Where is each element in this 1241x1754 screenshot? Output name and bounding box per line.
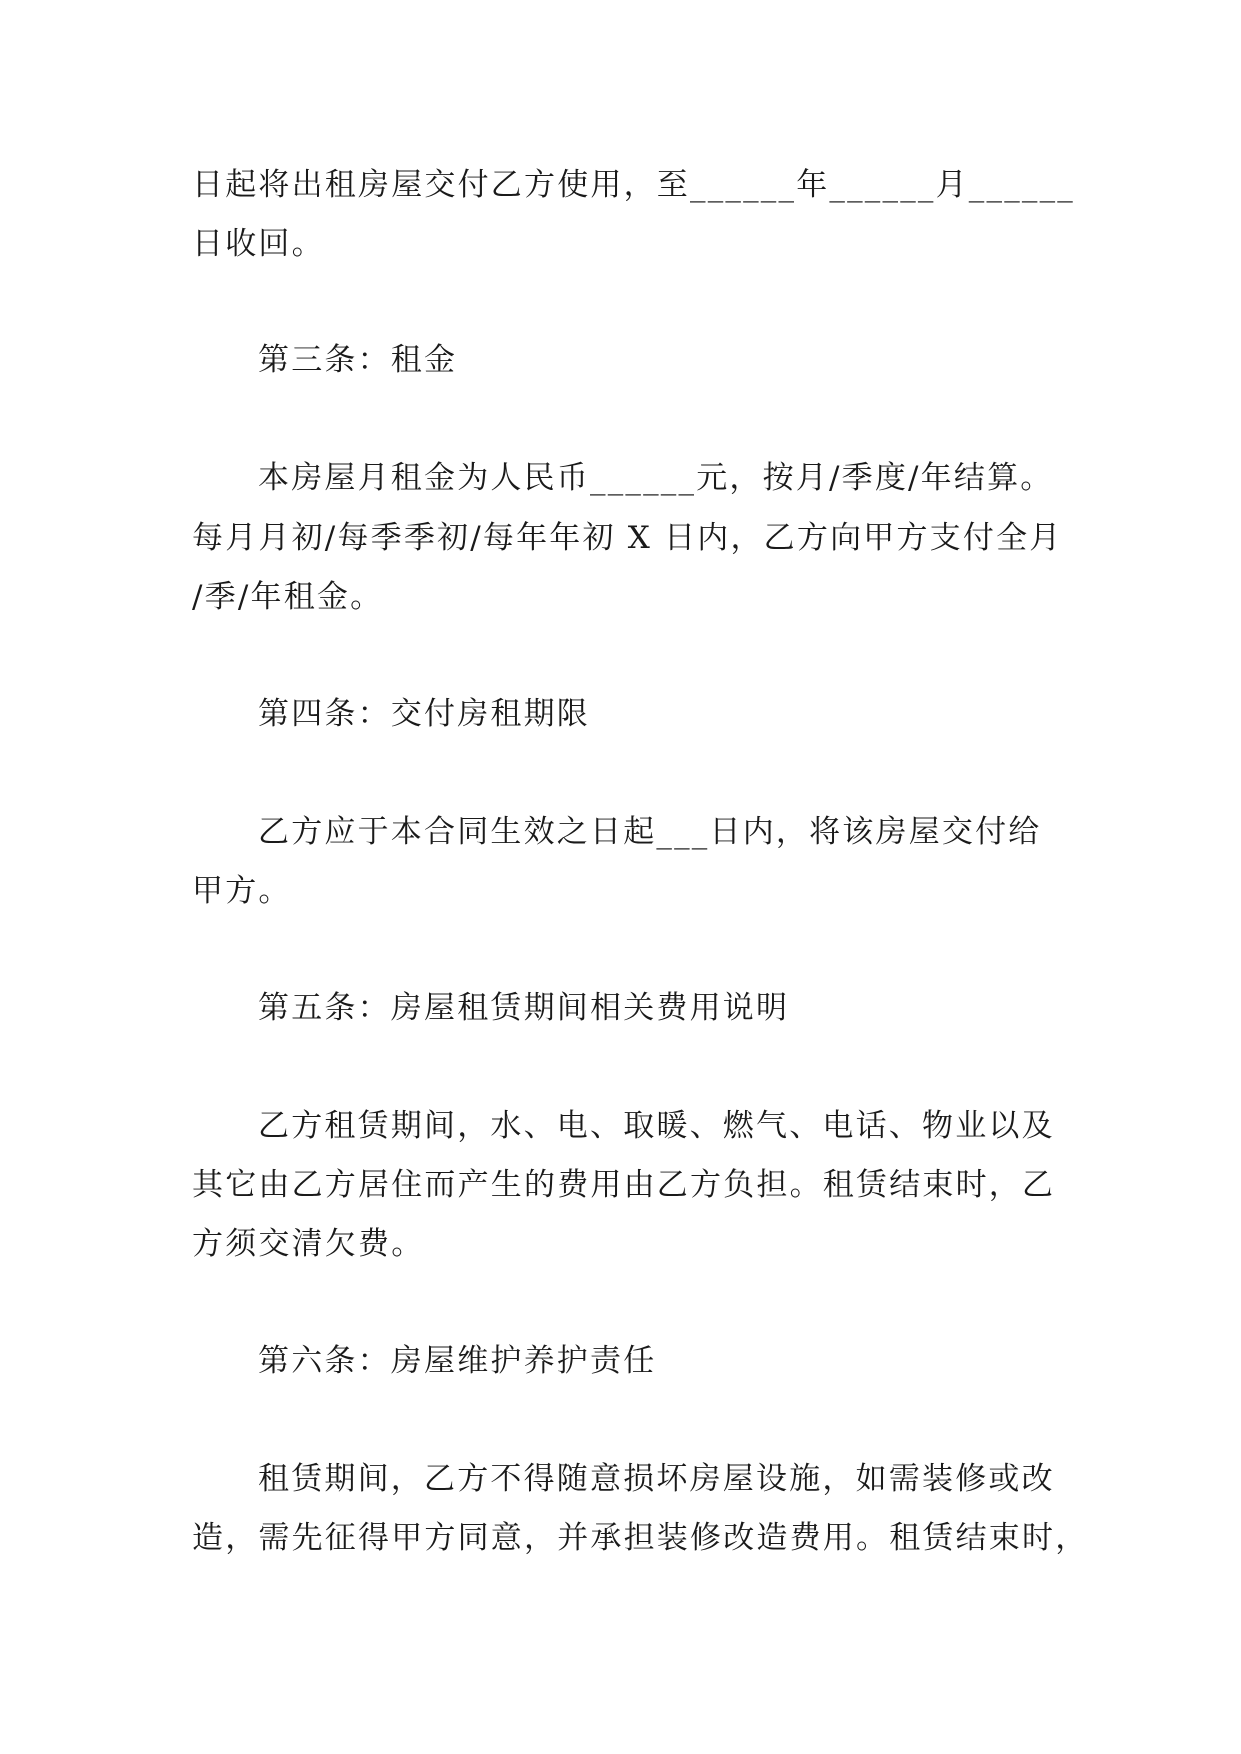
article-6-heading: 第六条：房屋维护养护责任 [258,1343,657,1379]
paragraph-line: 其它由乙方居住而产生的费用由乙方负担。租赁结束时，乙 [192,1167,1056,1203]
paragraph-line: 日起将出租房屋交付乙方使用，至______年______月______ [192,167,1075,203]
paragraph-line: 方须交清欠费。 [192,1226,425,1262]
paragraph-line: /季/年租金。 [192,579,384,615]
paragraph-line: 甲方。 [192,873,292,909]
paragraph-line: 每月月初/每季季初/每年年初 X 日内，乙方向甲方支付全月 [192,520,1063,556]
paragraph-line: 造，需先征得甲方同意，并承担装修改造费用。租赁结束时， [192,1520,1089,1556]
paragraph-line: 日收回。 [192,226,325,262]
paragraph-line: 乙方租赁期间，水、电、取暖、燃气、电话、物业以及 [258,1108,1055,1144]
paragraph-line: 租赁期间，乙方不得随意损坏房屋设施，如需装修或改 [258,1461,1055,1497]
article-3-heading: 第三条：租金 [258,342,458,378]
article-4-heading: 第四条：交付房租期限 [258,696,590,732]
article-5-heading: 第五条：房屋租赁期间相关费用说明 [258,990,790,1026]
paragraph-line: 本房屋月租金为人民币______元，按月/季度/年结算。 [258,460,1054,496]
paragraph-line: 乙方应于本合同生效之日起___日内，将该房屋交付给 [258,814,1042,850]
